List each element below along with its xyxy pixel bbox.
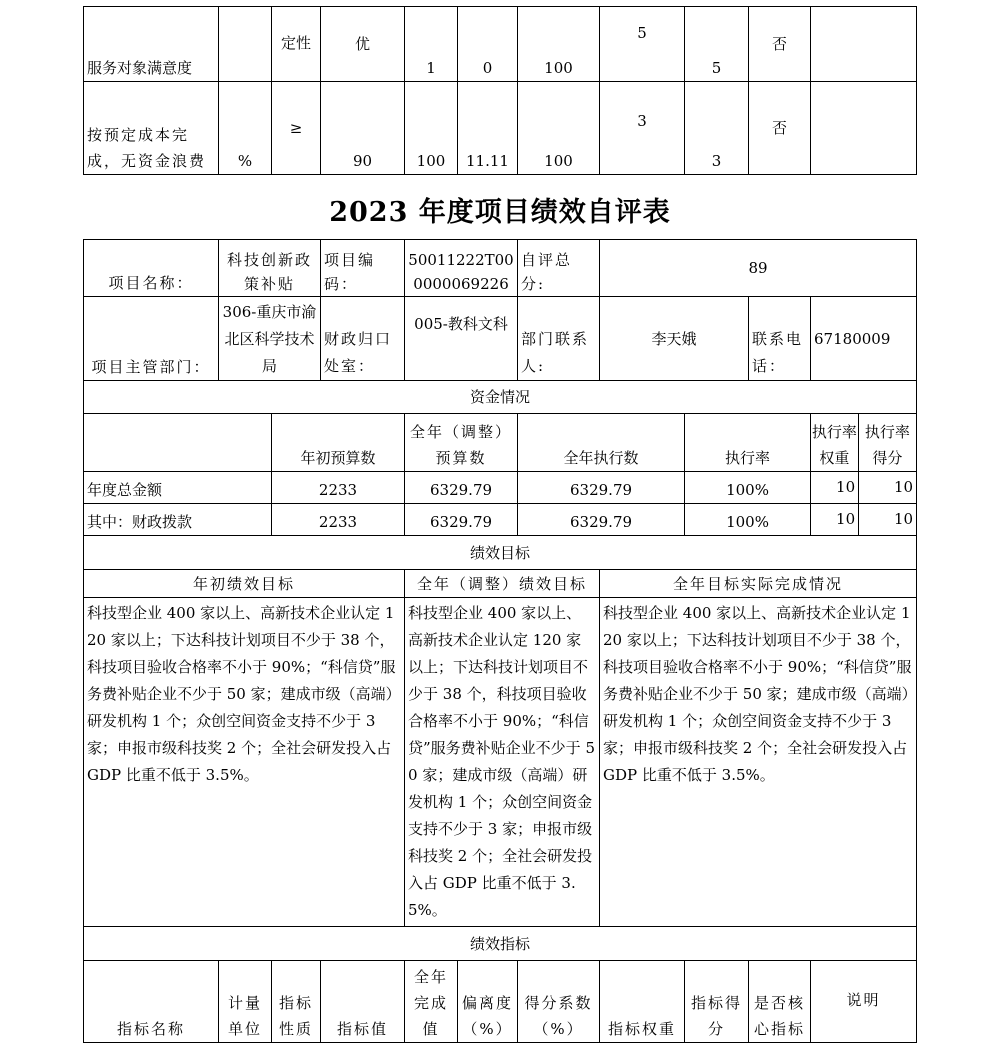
- indicators-header-score: 指标得分: [685, 961, 749, 1043]
- project-info-row: [84, 297, 917, 381]
- indicators-header-coefficient: 得分系数（%）: [518, 961, 600, 1043]
- funds-header-row: [84, 414, 917, 472]
- goals-actual-text: 科技型企业 400 家以上、高新技术企业认定 120 家以上；下达科技计划项目不少于 38 个，科技项目验收合格率不小于 90%；“科信贷”服务费补贴企业不少于 50 家；建成市级（高端）研发机构 1 个；众创空间资金支持不少于 3 家；申报市级科技奖 2 个；全社会研发投入占 GDP 比重不低于 3.5%。: [600, 598, 917, 927]
- indicator-unit: %: [219, 82, 272, 175]
- funds-weight-score: [811, 504, 917, 536]
- finance-office-label: 财政归口处室：: [321, 297, 405, 381]
- funds-header-rate: 执行率: [685, 414, 811, 472]
- project-code-label: 项目编码：: [321, 240, 405, 297]
- goals-adjusted-text: 科技型企业 400 家以上、高新技术企业认定 120 家以上；下达科技计划项目不少于 38 个，科技项目验收合格率不小于 90%；“科信贷”服务费补贴企业不少于 50 家；建成市级（高端）研发机构 1 个；众创空间资金支持不少于 3 家；申报市级科技奖 2 个；全社会研发投入占 GDP 比重不低于 3.5%。: [405, 598, 600, 927]
- indicator-deviation: 0: [458, 7, 518, 82]
- section-header-row: [84, 927, 917, 961]
- phone-label: 联系电话：: [749, 297, 811, 381]
- indicator-score: 5: [685, 7, 749, 82]
- indicator-deviation: 11.11: [458, 82, 518, 175]
- indicator-core: 否: [749, 7, 811, 82]
- indicator-target: 90: [321, 82, 405, 175]
- goals-header-actual: 全年目标实际完成情况: [600, 570, 917, 598]
- phone-value: 67180009: [811, 297, 917, 381]
- goals-header-row: [84, 570, 917, 598]
- table-row: [84, 7, 917, 82]
- funds-weight: 10: [811, 472, 859, 503]
- funds-rate: 100%: [685, 472, 811, 504]
- funds-row-label: 年度总金额: [84, 472, 272, 504]
- indicator-score: 3: [685, 82, 749, 175]
- section-header-row: [84, 536, 917, 570]
- funds-score: 10: [893, 478, 914, 496]
- indicator-weight: 3: [600, 82, 685, 175]
- funds-header-weight: 执行率权重: [811, 414, 859, 471]
- indicator-note: [811, 82, 917, 175]
- project-info-row: [84, 240, 917, 297]
- funds-adjusted: 6329.79: [405, 472, 518, 504]
- goals-header-initial: 年初绩效目标: [84, 570, 405, 598]
- funds-row-label: 其中：财政拨款: [84, 504, 272, 536]
- table-row: [84, 82, 917, 175]
- indicator-table-continued: [83, 6, 917, 175]
- indicator-weight: 5: [600, 7, 685, 82]
- funds-header-score: 执行率得分: [864, 423, 910, 467]
- indicator-actual: 100: [405, 82, 458, 175]
- goals-header-adjusted: 全年（调整）绩效目标: [405, 570, 600, 598]
- funds-header-executed: 全年执行数: [518, 414, 685, 472]
- indicators-header-deviation: 偏离度（%）: [458, 961, 518, 1043]
- funds-header-initial: 年初预算数: [272, 414, 405, 472]
- indicators-header-weight: 指标权重: [600, 961, 685, 1043]
- project-name-label: 项目名称：: [84, 240, 219, 297]
- self-evaluation-table: [83, 239, 917, 1043]
- indicators-header-target: 指标值: [321, 961, 405, 1043]
- finance-office-value: 005-教科文科: [405, 297, 518, 381]
- section-header-row: [84, 381, 917, 414]
- indicator-note: [811, 7, 917, 82]
- indicator-nature: ≥: [272, 82, 321, 175]
- funds-rate: 100%: [685, 504, 811, 536]
- funds-row: [84, 472, 917, 504]
- contact-value: 李天娥: [600, 297, 749, 381]
- project-code-value: 50011222T000000069226: [405, 240, 518, 297]
- goals-initial-text: 科技型企业 400 家以上、高新技术企业认定 120 家以上；下达科技计划项目不少于 38 个，科技项目验收合格率不小于 90%；“科信贷”服务费补贴企业不少于 50 家；建成市级（高端）研发机构 1 个；众创空间资金支持不少于 3 家；申报市级科技奖 2 个；全社会研发投入占 GDP 比重不低于 3.5%。: [84, 598, 405, 927]
- page-title: 2023 年度项目绩效自评表: [329, 197, 671, 228]
- funds-initial: 2233: [272, 472, 405, 504]
- funds-adjusted: 6329.79: [405, 504, 518, 536]
- indicator-nature: 定性: [272, 7, 321, 82]
- funds-header-weight-score: [811, 414, 917, 472]
- self-score-label: 自评总分:: [518, 240, 600, 297]
- department-label: 项目主管部门：: [84, 297, 219, 381]
- indicators-header-actual: 全年完成值: [405, 961, 458, 1043]
- indicators-header-name: 指标名称: [84, 961, 219, 1043]
- indicator-coefficient: 100: [518, 82, 600, 175]
- funds-weight-score: [811, 472, 917, 504]
- indicators-header-nature: 指标性质: [272, 961, 321, 1043]
- indicators-header-unit: 计量单位: [219, 961, 272, 1043]
- indicator-unit: [219, 7, 272, 82]
- goals-row: [84, 598, 917, 927]
- indicator-name: 按预定成本完成，无资金浪费: [84, 82, 219, 175]
- funds-score: 10: [893, 510, 914, 528]
- funds-row: [84, 504, 917, 536]
- funds-executed: 6329.79: [518, 472, 685, 504]
- indicators-header-core: 是否核心指标: [749, 961, 811, 1043]
- goals-section-header: 绩效目标: [84, 536, 917, 570]
- funds-section-header: 资金情况: [84, 381, 917, 414]
- contact-label: 部门联系人:: [518, 297, 600, 381]
- project-name-value: 科技创新政策补贴: [219, 240, 321, 297]
- funds-executed: 6329.79: [518, 504, 685, 536]
- funds-initial: 2233: [272, 504, 405, 536]
- funds-weight: 10: [811, 504, 859, 535]
- self-score-value: 89: [600, 240, 917, 297]
- indicator-coefficient: 100: [518, 7, 600, 82]
- indicator-core: 否: [749, 82, 811, 175]
- funds-header-adjusted: 全年（调整）预算数: [405, 414, 518, 472]
- indicators-header-note: 说明: [811, 961, 917, 1043]
- indicators-section-header: 绩效指标: [84, 927, 917, 961]
- indicator-actual: 1: [405, 7, 458, 82]
- department-value: 306-重庆市渝北区科学技术局: [219, 297, 321, 381]
- funds-header-blank: [84, 414, 272, 472]
- indicators-header-row: [84, 961, 917, 1043]
- indicator-target: 优: [321, 7, 405, 82]
- indicator-name: 服务对象满意度: [84, 7, 219, 82]
